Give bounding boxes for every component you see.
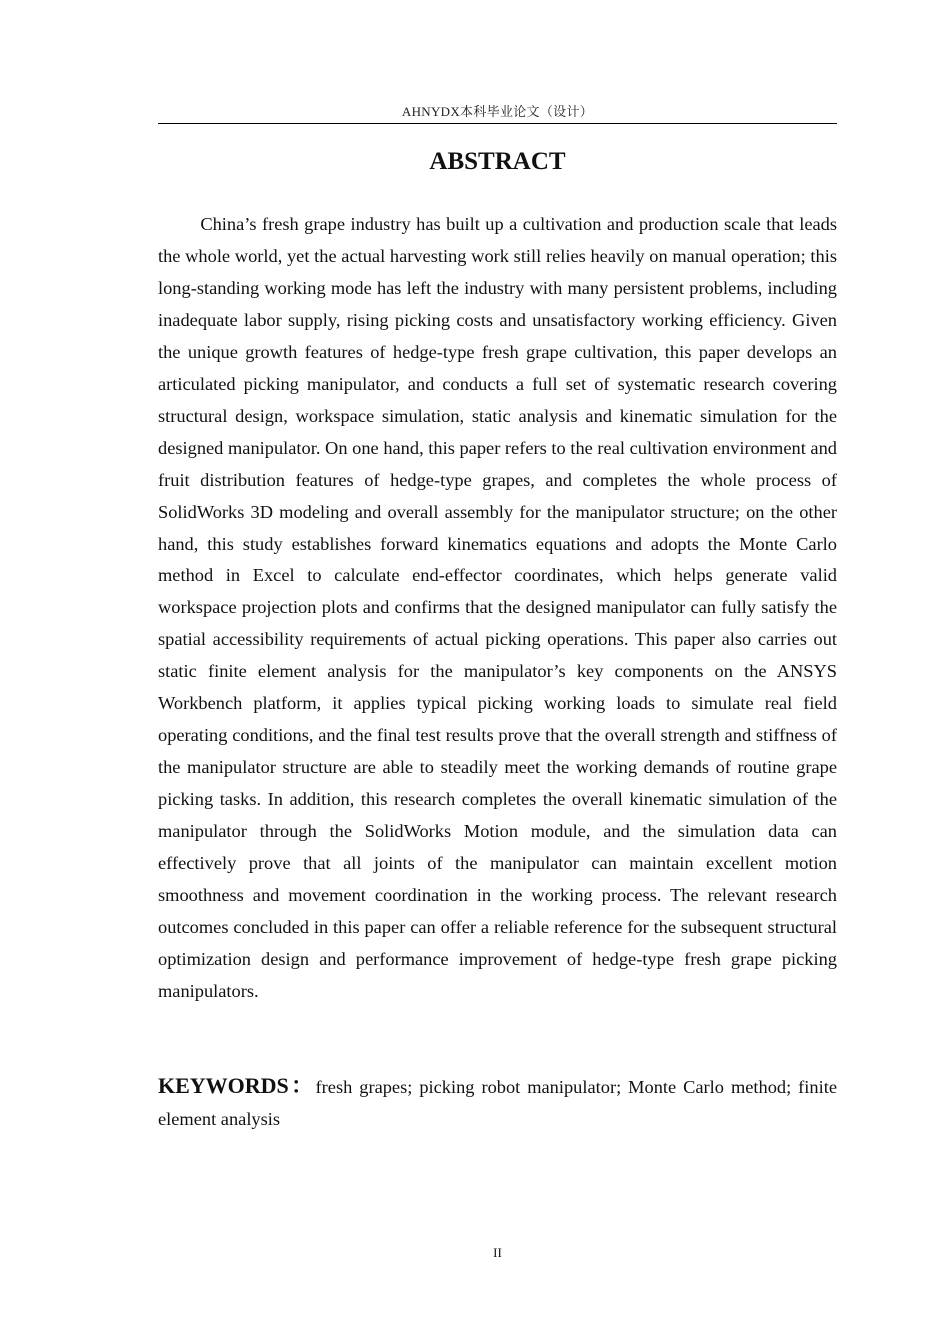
keywords-line	[158, 1070, 837, 1136]
keywords-text: fresh grapes; picking robot manipulator; Monte Carlo method; finite element analysis	[158, 1077, 837, 1129]
page-number: II	[493, 1245, 502, 1260]
keywords-label: KEYWORDS：	[158, 1073, 316, 1098]
abstract-title: ABSTRACT	[429, 148, 566, 175]
running-header: AHNYDX本科毕业论文（设计）	[401, 104, 594, 119]
abstract-paragraph: China’s fresh grape industry has built up a cultivation and production scale that leads the whole world, yet the actual harvesting work still relies heavily on manual operation; this long-standing working mode has left the industry with many persistent problems, including inadequate labor supply, rising picking costs and unsatisfactory working efficiency. Given the unique growth features of hedge-type fresh grape cultivation, this paper develops an articulated picking manipulator, and conducts a full set of systematic research covering structural design, workspace simulation, static analysis and kinematic simulation for the designed manipulator. On one hand, this paper refers to the real cultivation environment and fruit distribution features of hedge-type grapes, and completes the whole process of SolidWorks 3D modeling and overall assembly for the manipulator structure; on the other hand, this study establishes forward kinematics equations and adopts the Monte Carlo method in Excel to calculate end-effector coordinates, which helps generate valid workspace projection plots and confirms that the designed manipulator can fully satisfy the spatial accessibility requirements of actual picking operations. This paper also carries out static finite element analysis for the manipulator’s key components on the ANSYS Workbench platform, it applies typical picking working loads to simulate real field operating conditions, and the final test results prove that the overall strength and stiffness of the manipulator structure are able to steadily meet the working demands of routine grape picking tasks. In addition, this research completes the overall kinematic simulation of the manipulator through the SolidWorks Motion module, and the simulation data can effectively prove that all joints of the manipulator can maintain excellent motion smoothness and movement coordination in the working process. The relevant research outcomes concluded in this paper can offer a reliable reference for the subsequent structural optimization design and performance improvement of hedge-type fresh grape picking manipulators.	[158, 214, 837, 1001]
header-divider	[158, 123, 837, 124]
